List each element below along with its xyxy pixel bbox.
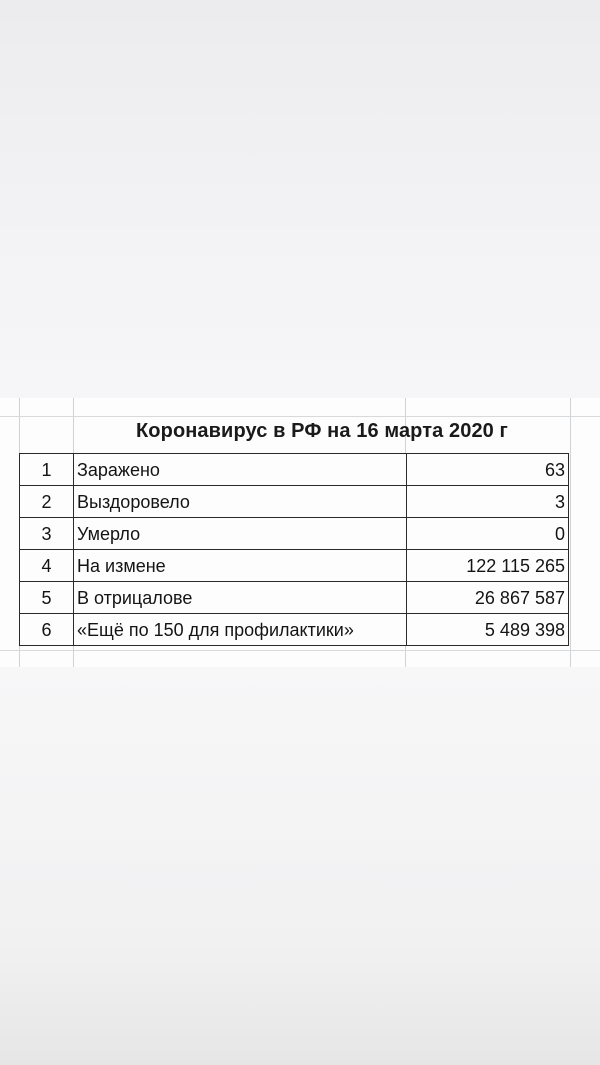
row-number: 3 [20, 518, 74, 550]
row-label: На измене [74, 550, 407, 582]
grid-line [570, 398, 571, 667]
row-value: 0 [407, 518, 569, 550]
row-value: 26 867 587 [407, 582, 569, 614]
table-row [20, 518, 569, 550]
row-number: 4 [20, 550, 74, 582]
spreadsheet-image [0, 398, 600, 667]
row-number: 1 [20, 454, 74, 486]
row-value: 3 [407, 486, 569, 518]
row-label: «Ещё по 150 для профилактики» [74, 614, 407, 646]
table-title: Коронавирус в РФ на 16 марта 2020 г [136, 420, 508, 442]
row-label: Умерло [74, 518, 407, 550]
row-label: Заражено [74, 454, 407, 486]
background-top [0, 0, 600, 398]
row-label: Выздоровело [74, 486, 407, 518]
row-value: 122 115 265 [407, 550, 569, 582]
background-bottom [0, 667, 600, 1065]
table-row [20, 582, 569, 614]
row-number: 5 [20, 582, 74, 614]
row-label: В отрицалове [74, 582, 407, 614]
row-number: 6 [20, 614, 74, 646]
row-value: 5 489 398 [407, 614, 569, 646]
grid-line [0, 650, 600, 651]
grid-line [0, 416, 600, 417]
row-number: 2 [20, 486, 74, 518]
data-table [19, 453, 569, 646]
row-value: 63 [407, 454, 569, 486]
table-row [20, 614, 569, 646]
table-row [20, 550, 569, 582]
table-row [20, 454, 569, 486]
table-row [20, 486, 569, 518]
